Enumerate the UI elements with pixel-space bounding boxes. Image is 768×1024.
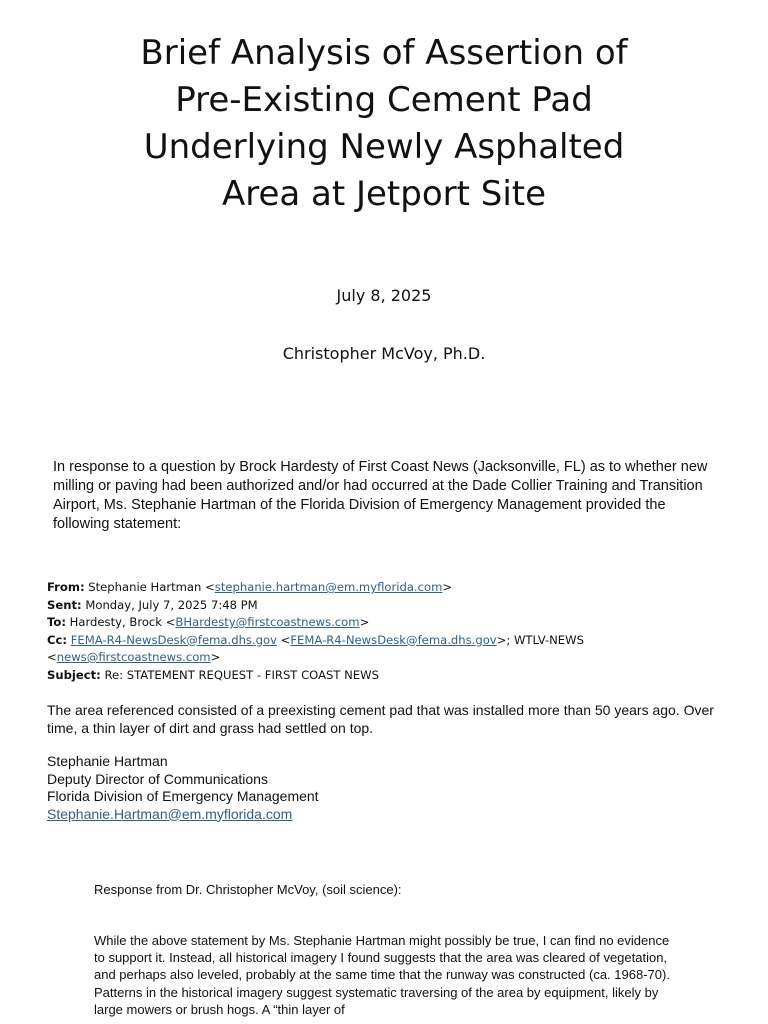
- to-close: >: [359, 615, 370, 629]
- subject-value: Re: STATEMENT REQUEST - FIRST COAST NEWS: [104, 667, 379, 682]
- email-cc-row: [47, 632, 737, 650]
- email-cc-row-continued: [47, 649, 737, 667]
- title-line: Brief Analysis of Assertion of: [140, 33, 628, 73]
- email-header: [47, 579, 737, 684]
- response-body: While the above statement by Ms. Stephanie Hartman might possibly be true, I can find no evidence to support it. Instead, all historical imagery I found suggests that the area was cleared of vegetation, and perhaps also leveled, probably at the same time that the runway was constructed (ca. 1968-70). Patterns in the historical imagery suggest systematic traversing of the area by equipment, likely by large mowers or brush hogs. A “thin layer of: [94, 933, 670, 1017]
- cc-separator-1: <: [276, 632, 291, 647]
- signature-name: Stephanie Hartman: [47, 753, 168, 769]
- document-title: [84, 30, 684, 218]
- to-label: To:: [47, 615, 66, 629]
- title-line: Underlying Newly Asphalted: [143, 127, 625, 167]
- intro-paragraph: In response to a question by Brock Hardesty of First Coast News (Jacksonville, FL) as to whether new milling or paving had been authorized and/or had occurred at the Dade Collier Training and Transition Airport, Ms. Stephanie Hartman of the Florida Division of Emergency Management provided the following statement:: [53, 459, 708, 532]
- signature-email-link[interactable]: Stephanie.Hartman@em.myflorida.com: [47, 805, 293, 822]
- subject-label: Subject:: [47, 667, 101, 682]
- title-line: Area at Jetport Site: [221, 174, 547, 214]
- response-heading: Response from Dr. Christopher McVoy, (soil science):: [94, 882, 402, 897]
- email-sent-row: [47, 597, 737, 615]
- email-subject-row: [47, 667, 737, 685]
- email-signature: [47, 753, 547, 823]
- from-name: Stephanie Hartman <: [88, 580, 215, 594]
- from-email-link[interactable]: stephanie.hartman@em.myflorida.com: [214, 580, 443, 594]
- sent-value: Monday, July 7, 2025 7:48 PM: [85, 597, 258, 612]
- email-to-row: [47, 614, 737, 632]
- cc-close-3: >: [210, 650, 221, 664]
- cc-email-link-2[interactable]: FEMA-R4-NewsDesk@fema.dhs.gov: [290, 632, 497, 647]
- cc-open-3: <: [47, 650, 57, 664]
- cc-email-link-3[interactable]: news@firstcoastnews.com: [56, 650, 211, 664]
- to-email-link[interactable]: BHardesty@firstcoastnews.com: [175, 615, 360, 629]
- document-author: Christopher McVoy, Ph.D.: [282, 344, 486, 363]
- cc-separator-2: >; WTLV-NEWS: [496, 632, 584, 647]
- cc-email-link-1[interactable]: FEMA-R4-NewsDesk@fema.dhs.gov: [70, 632, 277, 647]
- email-from-row: [47, 579, 737, 597]
- signature-org: Florida Division of Emergency Management: [47, 788, 319, 804]
- title-line: Pre-Existing Cement Pad: [175, 80, 593, 120]
- email-body: The area referenced consisted of a preexisting cement pad that was installed more than 50 years ago. Over time, a thin layer of dirt and grass had settled on top.: [47, 702, 714, 736]
- cc-label: Cc:: [47, 632, 68, 647]
- to-name: Hardesty, Brock <: [69, 615, 176, 629]
- sent-label: Sent:: [47, 597, 82, 612]
- from-label: From:: [47, 580, 85, 594]
- signature-role: Deputy Director of Communications: [47, 770, 268, 787]
- document-date: July 8, 2025: [336, 286, 432, 305]
- from-close: >: [442, 580, 453, 594]
